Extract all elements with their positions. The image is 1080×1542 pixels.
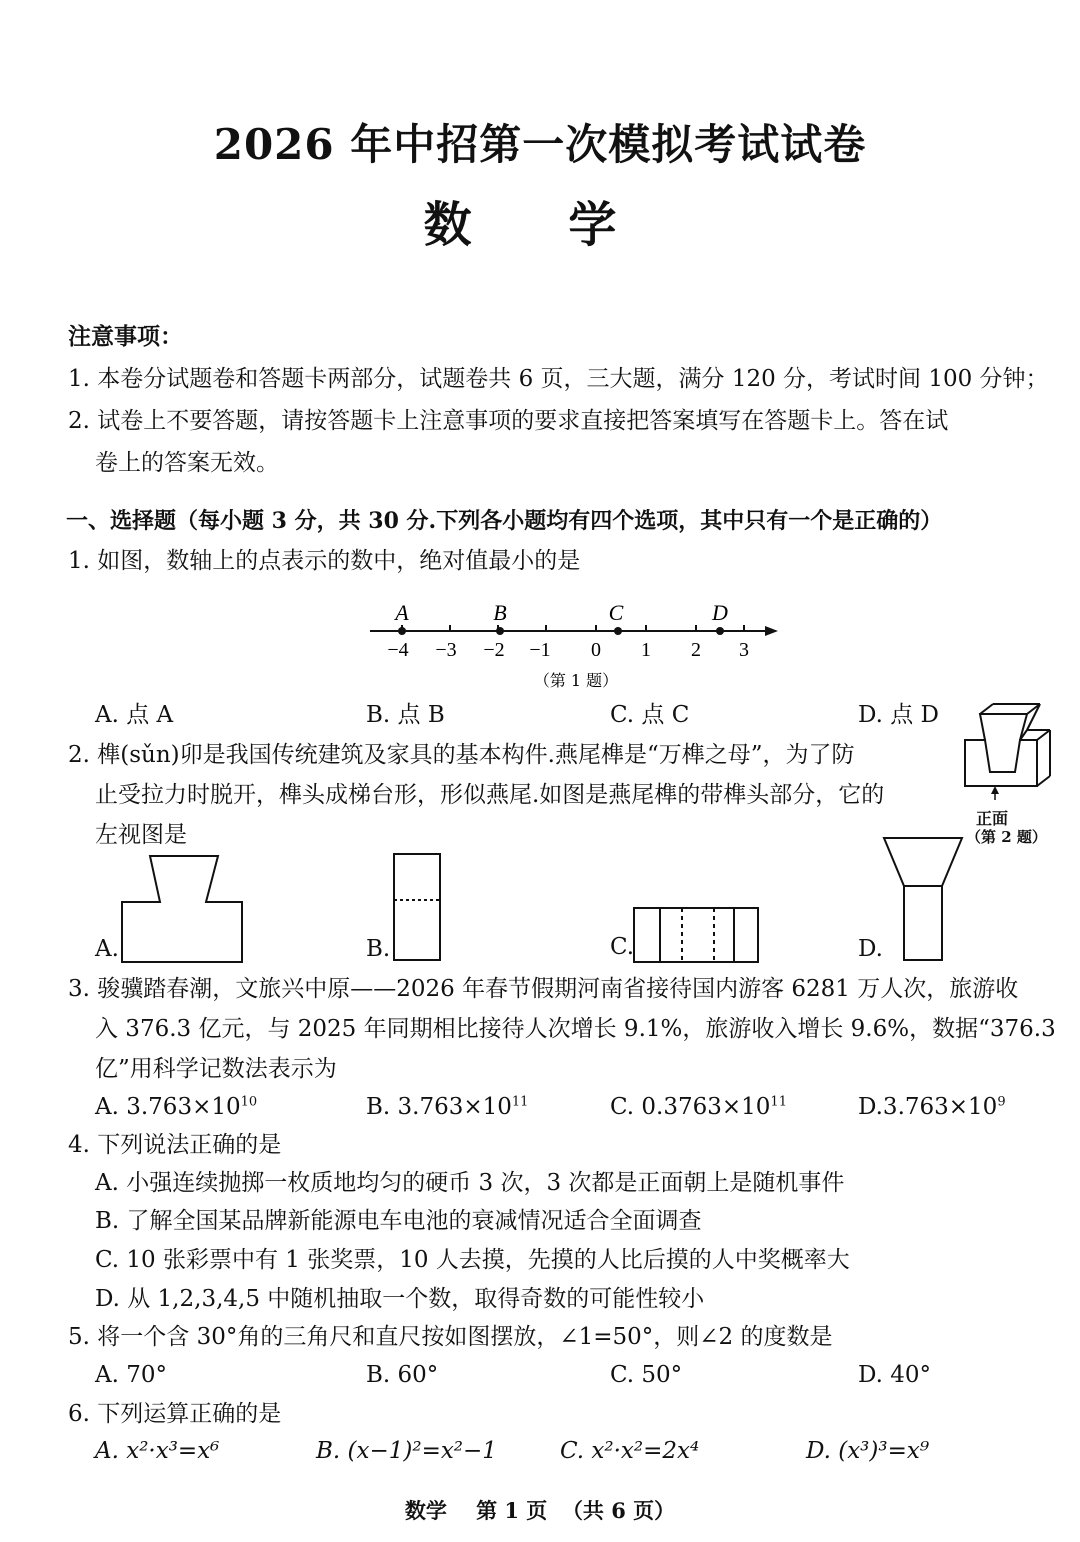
q2-option-a-figure: [118, 852, 248, 967]
q4-option-d: D. 从 1,2,3,4,5 中随机抽取一个数，取得奇数的可能性较小: [95, 1286, 705, 1312]
q5-option-a: A. 70°: [95, 1362, 167, 1388]
q2-option-d-figure: [880, 834, 970, 966]
question-2-line-1: 2. 榫(sǔn)卯是我国传统建筑及家具的基本构件.燕尾榫是“万榫之母”，为了防: [68, 742, 855, 768]
exam-title: 2026 年中招第一次模拟考试试卷: [213, 120, 867, 169]
question-1-stem: 1. 如图，数轴上的点表示的数中，绝对值最小的是: [68, 548, 581, 574]
tick-label-2: 2: [691, 639, 701, 661]
number-line-figure: [360, 596, 790, 696]
q2-option-c-letter: C.: [610, 934, 635, 960]
point-b-label: B: [493, 600, 507, 625]
point-c-dot: [614, 627, 622, 635]
tick-label-0: 0: [591, 639, 601, 661]
exam-subject: 数 学: [423, 197, 657, 253]
section-heading: 一、选择题（每小题 3 分，共 30 分.下列各小题均有四个选项，其中只有一个是正确的）: [66, 508, 943, 534]
q2-option-a-letter: A.: [95, 936, 119, 962]
tick-label-3: 3: [739, 639, 749, 661]
q3-option-c: C. $0.3763\times 10^{11}$: [610, 1094, 787, 1120]
question-2-line-3: 左视图是: [95, 822, 187, 848]
q4-option-b: B. 了解全国某品牌新能源电车电池的衰减情况适合全面调查: [95, 1208, 702, 1234]
point-a-label: A: [395, 600, 409, 625]
q5-option-c: C. 50°: [610, 1362, 683, 1388]
q6-option-b: B. (x−1)²=x²−1: [316, 1438, 497, 1464]
question-4-stem: 4. 下列说法正确的是: [68, 1132, 282, 1158]
q1-option-a: A. 点 A: [95, 702, 174, 728]
q5-option-b: B. 60°: [366, 1362, 439, 1388]
q3-option-a: A. $3.763\times 10^{10}$: [95, 1094, 258, 1120]
notes-heading: 注意事项：: [68, 323, 183, 350]
question-3-line-2: 入 376.3 亿元，与 2025 年同期相比接待人次增长 9.1%，旅游收入增长 9.6%，数据“376.3: [95, 1016, 1056, 1042]
question-2-line-2: 止受拉力时脱开，榫头成梯台形，形似燕尾.如图是燕尾榫的带榫头部分，它的: [95, 782, 885, 808]
tick-label-neg4: −4: [387, 639, 409, 661]
point-b-dot: [496, 627, 504, 635]
notes-item-1: 1. 本卷分试题卷和答题卡两部分，试题卷共 6 页，三大题，满分 120 分，考试时间 100 分钟；: [68, 366, 1049, 392]
q2-option-c-figure: [630, 904, 765, 966]
point-d-label: D: [712, 600, 728, 625]
page-footer: 数学 第 1 页 （共 6 页）: [404, 1498, 676, 1523]
q2-option-d-letter: D.: [858, 936, 883, 962]
tick-label-neg2: −2: [483, 639, 505, 661]
question-5-stem: 5. 将一个含 30°角的三角尺和直尺按如图摆放，∠1=50°，则∠2 的度数是: [68, 1324, 833, 1350]
figure-1-caption: （第 1 题）: [533, 671, 619, 690]
question-3-line-1: 3. 骏骥踏春潮，文旅兴中原——2026 年春节假期河南省接待国内游客 6281 万人次，旅游收: [68, 976, 1019, 1002]
q3-option-b: B. $3.763\times 10^{11}$: [366, 1094, 529, 1120]
q6-option-a: A. x²·x³=x⁶: [95, 1438, 220, 1464]
notes-item-2: 2. 试卷上不要答题，请按答题卡上注意事项的要求直接把答案填写在答题卡上。答在试: [68, 408, 949, 434]
tick-label-1: 1: [641, 639, 651, 661]
point-c-label: C: [608, 600, 624, 625]
q1-option-c: C. 点 C: [610, 702, 690, 728]
q4-option-c: C. 10 张彩票中有 1 张奖票，10 人去摸，先摸的人比后摸的人中奖概率大: [95, 1247, 850, 1273]
tick-label-neg1: −1: [529, 639, 551, 661]
q1-option-b: B. 点 B: [366, 702, 445, 728]
q3-option-d: $D.3.763\times 10^9$: [858, 1094, 1006, 1120]
q1-option-d: D. 点 D: [858, 702, 939, 728]
question-3-line-3: 亿”用科学记数法表示为: [95, 1056, 337, 1082]
point-d-dot: [716, 627, 724, 635]
q2-option-b-letter: B.: [366, 936, 391, 962]
q6-option-d: D. (x³)³=x⁹: [806, 1438, 930, 1464]
q2-option-b-figure: [388, 850, 448, 965]
figure-2-front-label: 正面: [976, 809, 1009, 828]
notes-item-2-cont: 卷上的答案无效。: [95, 450, 279, 476]
tick-label-neg3: −3: [435, 639, 457, 661]
point-a-dot: [398, 627, 406, 635]
question-6-stem: 6. 下列运算正确的是: [68, 1401, 282, 1427]
figure-2-caption: （第 2 题）: [966, 828, 1047, 846]
q6-option-c: C. x²·x²=2x⁴: [560, 1438, 700, 1464]
q5-option-d: D. 40°: [858, 1362, 932, 1388]
q4-option-a: A. 小强连续抛掷一枚质地均匀的硬币 3 次，3 次都是正面朝上是随机事件: [95, 1170, 845, 1196]
